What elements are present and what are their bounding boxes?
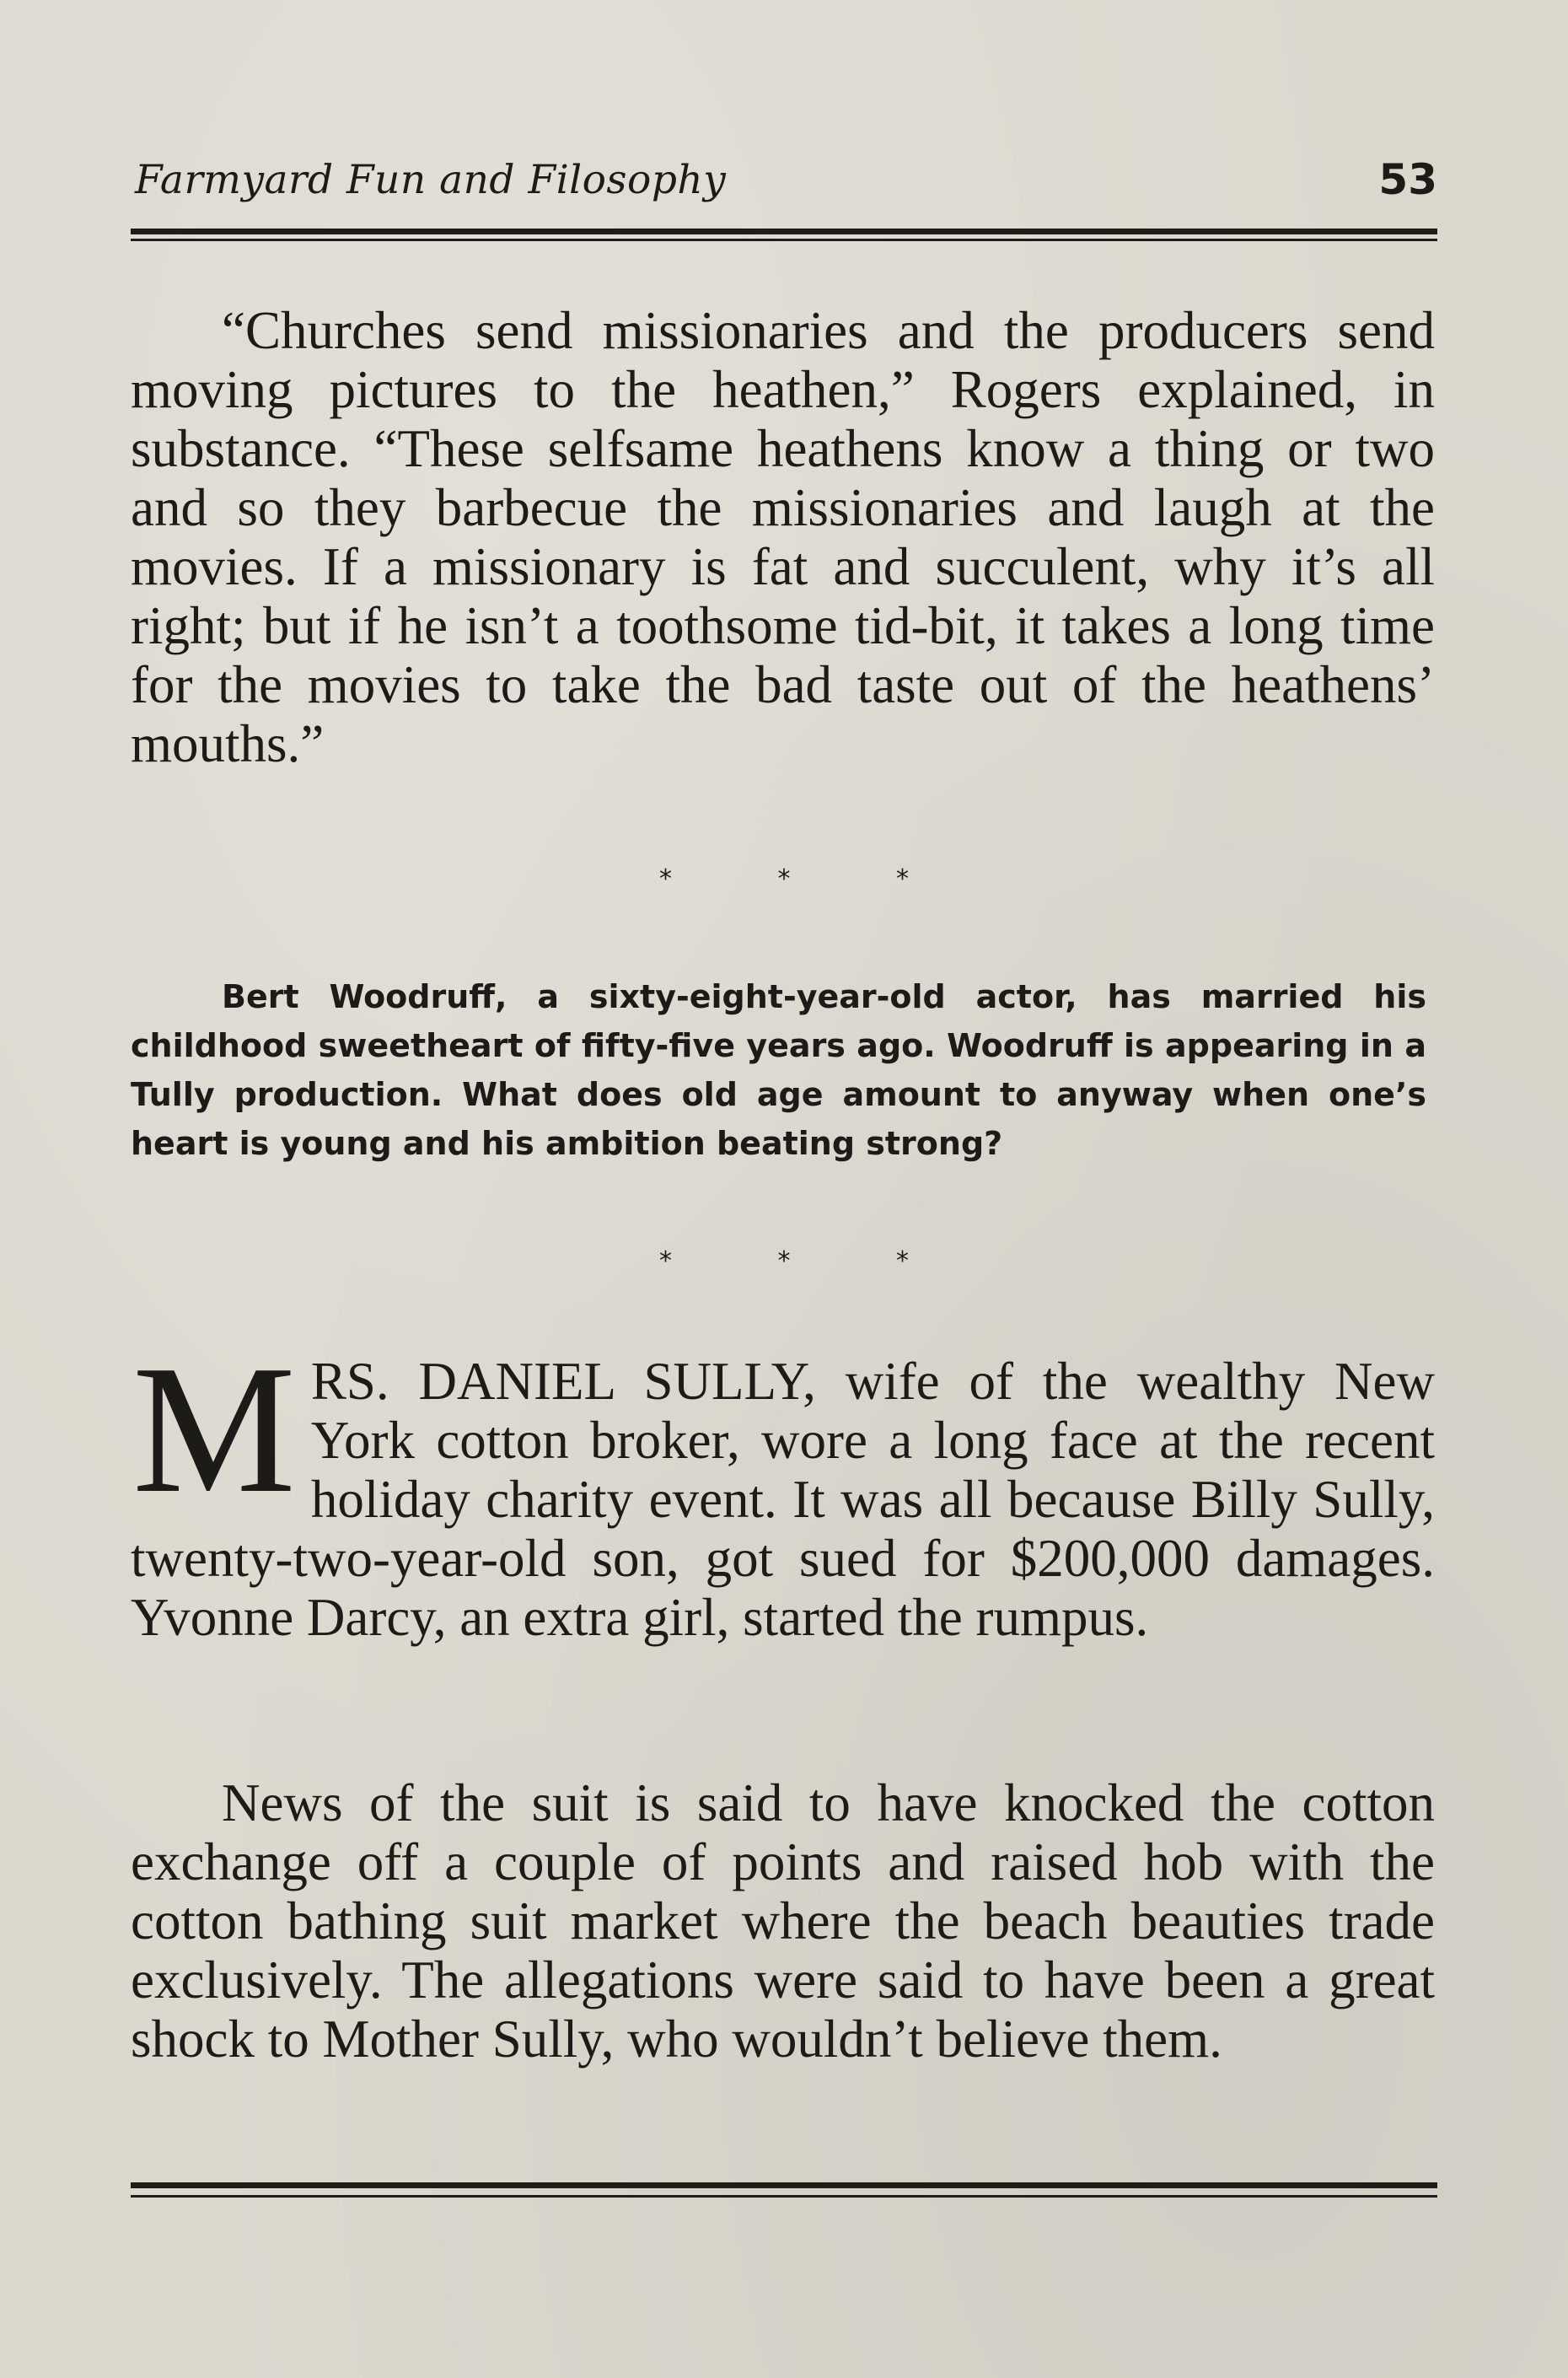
cotton-exchange-paragraph: News of the suit is said to have knocked the cotton exchange off a couple of points and raised hob with the cotton bathing suit market where the beach beauties trade exclusively. The allegations were said to have been a great shock to Mother Sully, who wouldn’t believe them.	[131, 1773, 1435, 2069]
footer-rule-thick	[131, 2182, 1437, 2188]
header-rule-thin	[131, 239, 1437, 241]
section-separator-2: * * *	[658, 1246, 959, 1276]
footer-rule-thin	[131, 2195, 1437, 2198]
running-head	[131, 150, 1437, 218]
sully-paragraph	[131, 1328, 1435, 1647]
page-number: 53	[1378, 155, 1437, 204]
running-title: Farmyard Fun and Filosophy	[135, 157, 727, 203]
rogers-quote-paragraph: “Churches send missionaries and the producers send moving pictures to the heathen,” Rogers explained, in substance. “These selfsame heathens know a thing or two and so they barbecue the missionaries and laugh at the movies. If a missionary is fat and succulent, why it’s all right; but if he isn’t a toothsome tid-bit, it takes a long time for the movies to take the bad taste out of the heathens’ mouths.”	[131, 301, 1435, 773]
drop-cap: M	[132, 1328, 296, 1531]
header-rule-thick	[131, 229, 1437, 234]
woodruff-news-item: Bert Woodruff, a sixty-eight-year-old actor, has married his childhood sweetheart of fifty-five years ago. Woodruff is appearing in a Tully production. What does old age amount to anyway when one’s heart is young and his ambition beating strong?	[131, 978, 1426, 1162]
sully-paragraph-text: RS. DANIEL SULLY, wife of the wealthy New York cotton broker, wore a long face at the recent holiday charity event. It was all because Billy Sully, twenty-two-year-old son, got sued for $200,000 damages. Yvonne Darcy, an extra girl, started the rumpus.	[131, 1352, 1435, 1647]
section-separator-1: * * *	[658, 864, 959, 894]
